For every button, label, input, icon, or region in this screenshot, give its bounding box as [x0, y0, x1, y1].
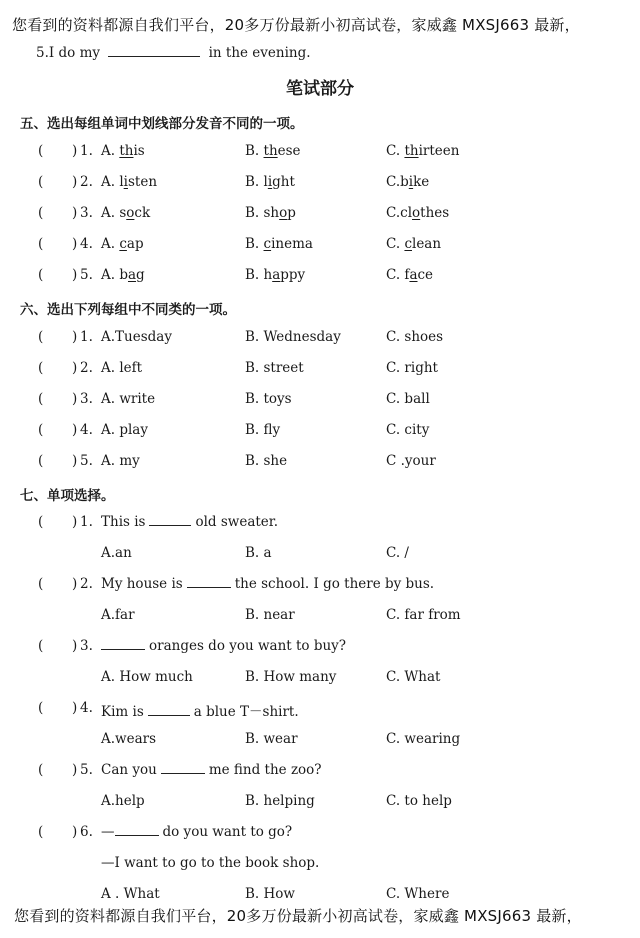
stem-post: the school. I go there by bus.: [234, 576, 435, 592]
option-a[interactable]: A. How much: [101, 669, 193, 685]
option-b[interactable]: [245, 205, 296, 221]
answer-paren-close: ): [72, 638, 78, 654]
options-row: [0, 545, 640, 565]
option-text: inema: [271, 236, 313, 252]
option-b[interactable]: B. toys: [245, 391, 292, 407]
option-text: A. l: [101, 174, 124, 190]
option-b[interactable]: B. fly: [245, 422, 281, 438]
option-b[interactable]: B. wear: [245, 731, 298, 747]
option-c[interactable]: C. shoes: [386, 329, 444, 345]
answer-blank[interactable]: [187, 576, 231, 588]
underlined-letters: a: [127, 267, 137, 283]
section-6-title: 六、选出下列每组中不同类的一项。: [20, 302, 236, 318]
question-row: [0, 236, 640, 256]
options-row: [0, 731, 640, 751]
question-row: [0, 514, 640, 534]
option-c[interactable]: C. right: [386, 360, 438, 376]
answer-paren-open[interactable]: (: [38, 143, 44, 159]
question-number: 6.: [80, 824, 93, 840]
carry-post: in the evening.: [208, 45, 311, 61]
underlined-letters: o: [126, 205, 135, 221]
answer-paren-close: ): [72, 360, 78, 376]
stem-pre: This is: [101, 514, 146, 530]
option-c[interactable]: C. Where: [386, 886, 450, 902]
answer-paren-close: ): [72, 391, 78, 407]
option-a[interactable]: A.help: [101, 793, 145, 809]
option-a[interactable]: A . What: [101, 886, 160, 902]
underlined-letters: c: [263, 236, 272, 252]
option-c[interactable]: C. What: [386, 669, 441, 685]
option-text: ppy: [280, 267, 306, 283]
option-b[interactable]: [245, 267, 305, 283]
question-number: 2.: [80, 360, 93, 376]
option-c[interactable]: C .your: [386, 453, 436, 469]
option-text: thes: [420, 205, 450, 221]
answer-paren-close: ): [72, 236, 78, 252]
answer-blank[interactable]: [115, 824, 159, 836]
option-b[interactable]: B. Wednesday: [245, 329, 341, 345]
question-row: [0, 174, 640, 194]
section-5-title: 五、选出每组单词中划线部分发音不同的一项。: [20, 116, 304, 132]
option-text: A.: [101, 236, 120, 252]
question-row: [0, 762, 640, 782]
options-row: [0, 669, 640, 689]
option-a[interactable]: [101, 205, 150, 221]
option-b[interactable]: B. street: [245, 360, 304, 376]
options-row: [0, 793, 640, 813]
stem-pre: Can you: [101, 762, 157, 778]
option-text: B.: [245, 236, 264, 252]
answer-paren-open[interactable]: (: [38, 514, 44, 530]
question-row: [0, 329, 640, 349]
option-b[interactable]: B. How many: [245, 669, 337, 685]
stem-post: oranges do you want to buy?: [149, 638, 347, 654]
option-text: g: [136, 267, 145, 283]
answer-paren-close: ): [72, 453, 78, 469]
underlined-letters: i: [408, 174, 414, 190]
option-a[interactable]: A. play: [101, 422, 148, 438]
stem-post: me find the zoo?: [208, 762, 322, 778]
option-text: is: [133, 143, 145, 159]
answer-paren-close: ): [72, 576, 78, 592]
answer-paren-close: ): [72, 700, 78, 716]
question-row: [0, 824, 640, 844]
option-text: lean: [412, 236, 442, 252]
option-text: ke: [413, 174, 430, 190]
answer-paren-open[interactable]: (: [38, 638, 44, 654]
underlined-letters: i: [267, 174, 273, 190]
answer-paren-open[interactable]: (: [38, 329, 44, 345]
answer-paren-close: ): [72, 174, 78, 190]
option-c[interactable]: [386, 205, 449, 221]
answer-blank[interactable]: [161, 762, 205, 774]
question-number: 3.: [80, 638, 93, 654]
answer-paren-close: ): [72, 205, 78, 221]
underlined-letters: th: [119, 143, 134, 159]
option-c[interactable]: C. to help: [386, 793, 452, 809]
option-b[interactable]: B. near: [245, 607, 295, 623]
option-b[interactable]: [245, 143, 301, 159]
options-row: [0, 886, 640, 906]
option-a[interactable]: [101, 236, 144, 252]
answer-paren-open[interactable]: (: [38, 267, 44, 283]
option-text: irteen: [418, 143, 460, 159]
answer-paren-close: ): [72, 422, 78, 438]
option-a[interactable]: [101, 143, 145, 159]
option-text: ap: [126, 236, 144, 252]
stem-post: old sweater.: [195, 514, 279, 530]
underlined-letters: th: [404, 143, 419, 159]
option-text: C.: [386, 236, 405, 252]
option-text: ck: [134, 205, 151, 221]
underlined-letters: o: [412, 205, 421, 221]
answer-paren-open[interactable]: (: [38, 236, 44, 252]
option-a[interactable]: A.wears: [101, 731, 157, 747]
option-a[interactable]: [101, 267, 145, 283]
stem-post: a blue T－shirt.: [193, 704, 299, 720]
question-number: 5.: [80, 762, 93, 778]
options-row: [0, 607, 640, 627]
option-b[interactable]: [245, 174, 295, 190]
option-text: A. s: [101, 205, 127, 221]
top-watermark-banner: 您看到的资料都源自我们平台，20多万份最新小初高试卷，家威鑫 MXSJ663 最新，: [12, 16, 580, 34]
question-number: 5.: [80, 453, 93, 469]
answer-paren-open[interactable]: (: [38, 360, 44, 376]
option-text: sten: [127, 174, 158, 190]
question-number: 1.: [80, 143, 93, 159]
carry-over-question-5: [36, 45, 311, 61]
answer-paren-open[interactable]: (: [38, 174, 44, 190]
question-number: 5.: [80, 267, 93, 283]
option-c[interactable]: [386, 143, 459, 159]
option-a[interactable]: [101, 174, 157, 190]
option-text: C. f: [386, 267, 410, 283]
option-b[interactable]: B. How: [245, 886, 295, 902]
section-7-title: 七、单项选择。: [20, 488, 115, 504]
option-text: B. h: [245, 267, 273, 283]
option-c[interactable]: [386, 267, 433, 283]
option-text: C.b: [386, 174, 409, 190]
underlined-letters: c: [404, 236, 412, 252]
answer-paren-open[interactable]: (: [38, 824, 44, 840]
answer-paren-close: ): [72, 762, 78, 778]
answer-blank[interactable]: [101, 638, 145, 650]
bottom-watermark-banner: 您看到的资料都源自我们平台，20多万份最新小初高试卷，家威鑫 MXSJ663 最新，: [14, 907, 582, 925]
underlined-letters: o: [279, 205, 288, 221]
question-stem: [101, 576, 434, 592]
underlined-letters: a: [409, 267, 418, 283]
option-text: A.: [101, 143, 120, 159]
option-b[interactable]: [245, 236, 313, 252]
option-c[interactable]: [386, 174, 429, 190]
answer-paren-open[interactable]: (: [38, 422, 44, 438]
question-stem: [101, 762, 322, 778]
question-row: [0, 422, 640, 442]
question-row: [0, 267, 640, 287]
answer-paren-close: ): [72, 143, 78, 159]
question-number: 2.: [80, 576, 93, 592]
answer-blank[interactable]: [148, 704, 190, 716]
option-text: ese: [277, 143, 301, 159]
option-text: C.: [386, 143, 405, 159]
question-number: 1.: [80, 514, 93, 530]
option-a[interactable]: A.Tuesday: [101, 329, 172, 345]
option-text: B. sh: [245, 205, 280, 221]
option-c[interactable]: C. far from: [386, 607, 461, 623]
answer-paren-close: ): [72, 514, 78, 530]
option-c[interactable]: C. ball: [386, 391, 430, 407]
option-text: B. l: [245, 174, 268, 190]
stem-pre: My house is: [101, 576, 183, 592]
answer-blank[interactable]: [108, 45, 200, 57]
option-a[interactable]: A.far: [101, 607, 135, 623]
option-text: p: [287, 205, 296, 221]
stem-post: do you want to go?: [162, 824, 293, 840]
answer-paren-open[interactable]: (: [38, 391, 44, 407]
option-c[interactable]: C. wearing: [386, 731, 461, 747]
answer-paren-close: ): [72, 824, 78, 840]
question-number: 3.: [80, 391, 93, 407]
option-b[interactable]: B. a: [245, 545, 272, 561]
option-text: ght: [272, 174, 295, 190]
answer-paren-open[interactable]: (: [38, 700, 44, 716]
option-text: B.: [245, 143, 264, 159]
question-number: 2.: [80, 174, 93, 190]
answer-paren-open[interactable]: (: [38, 205, 44, 221]
dialogue-answer-row: [0, 855, 640, 875]
question-stem: [101, 638, 346, 654]
question-row: [0, 576, 640, 596]
question-stem: [101, 700, 299, 720]
underlined-letters: c: [119, 236, 127, 252]
option-a[interactable]: A. my: [101, 453, 140, 469]
option-c[interactable]: C. /: [386, 545, 409, 561]
dialogue-answer: —I want to go to the book shop.: [101, 855, 320, 871]
answer-paren-close: ): [72, 329, 78, 345]
question-number: 3.: [80, 205, 93, 221]
question-number: 4.: [80, 236, 93, 252]
option-b[interactable]: B. helping: [245, 793, 315, 809]
underlined-letters: i: [123, 174, 128, 190]
stem-pre: Kim is: [101, 704, 144, 720]
question-row: [0, 205, 640, 225]
question-row: [0, 700, 640, 720]
question-row: [0, 453, 640, 473]
answer-paren-open[interactable]: (: [38, 762, 44, 778]
option-c[interactable]: [386, 236, 441, 252]
stem-pre: —: [101, 824, 115, 840]
question-stem: [101, 514, 278, 530]
option-c[interactable]: C. city: [386, 422, 430, 438]
answer-paren-open[interactable]: (: [38, 576, 44, 592]
question-number: 4.: [80, 700, 93, 716]
question-number: 1.: [80, 329, 93, 345]
option-a[interactable]: A. write: [101, 391, 156, 407]
question-number: 4.: [80, 422, 93, 438]
part-title: 笔试部分: [286, 79, 354, 99]
question-row: [0, 638, 640, 658]
option-a[interactable]: A. left: [101, 360, 143, 376]
option-b[interactable]: B. she: [245, 453, 288, 469]
question-row: [0, 391, 640, 411]
option-text: C.cl: [386, 205, 413, 221]
question-row: [0, 143, 640, 163]
question-stem: [101, 824, 292, 840]
underlined-letters: a: [272, 267, 281, 283]
answer-paren-close: ): [72, 267, 78, 283]
question-row: [0, 360, 640, 380]
answer-paren-open[interactable]: (: [38, 453, 44, 469]
underlined-letters: th: [263, 143, 278, 159]
option-text: ce: [417, 267, 434, 283]
answer-blank[interactable]: [149, 514, 191, 526]
option-text: A. b: [101, 267, 128, 283]
carry-pre: 5.I do my: [36, 45, 100, 61]
option-a[interactable]: A.an: [101, 545, 132, 561]
